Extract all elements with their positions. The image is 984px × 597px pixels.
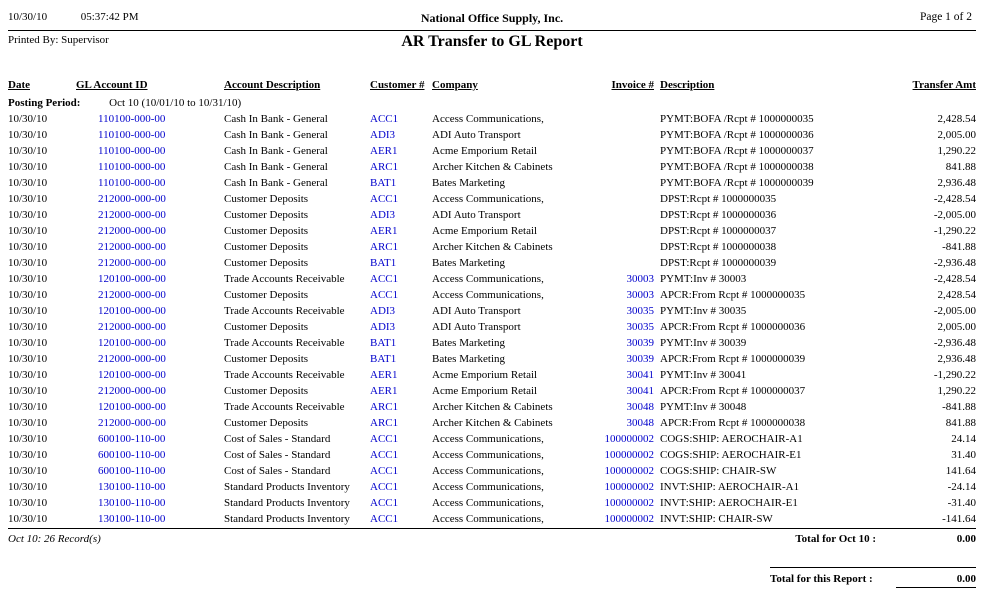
gl-account-link[interactable]: 120100-000-00 [98, 369, 166, 381]
customer-link[interactable]: ACC1 [370, 465, 399, 477]
company-name-cell: Access Communications, [432, 433, 544, 445]
company-name-cell: Archer Kitchen & Cabinets [432, 417, 553, 429]
table-row [8, 303, 976, 319]
print-date: 10/30/10 [8, 11, 48, 23]
account-description: Standard Products Inventory [224, 481, 350, 493]
gl-account-link[interactable]: 600100-110-00 [98, 433, 166, 445]
transfer-amount: 1,290.22 [937, 145, 976, 157]
table-row [8, 367, 976, 383]
invoice-link [590, 159, 654, 175]
gl-account-link[interactable]: 110100-000-00 [98, 161, 166, 173]
transaction-description: PYMT:Inv # 30003 [660, 273, 747, 285]
transaction-description: APCR:From Rcpt # 1000000038 [660, 417, 806, 429]
posting-date: 10/30/10 [8, 385, 48, 397]
customer-link[interactable]: BAT1 [370, 257, 397, 269]
transfer-amount: 2,005.00 [937, 129, 976, 141]
posting-date: 10/30/10 [8, 449, 48, 461]
account-description: Customer Deposits [224, 417, 309, 429]
company-name-cell: Acme Emporium Retail [432, 369, 538, 381]
customer-link[interactable]: ARC1 [370, 241, 399, 253]
transaction-description: DPST:Rcpt # 1000000039 [660, 257, 777, 269]
invoice-link[interactable]: 100000002 [604, 481, 654, 493]
invoice-link [590, 127, 654, 143]
gl-account-link[interactable]: 212000-000-00 [98, 417, 166, 429]
posting-date: 10/30/10 [8, 145, 48, 157]
posting-date: 10/30/10 [8, 337, 48, 349]
transfer-amount: 1,290.22 [937, 385, 976, 397]
gl-account-link[interactable]: 120100-000-00 [98, 401, 166, 413]
transaction-description: PYMT:Inv # 30035 [660, 305, 747, 317]
transfer-amount: 2,428.54 [937, 113, 976, 125]
gl-account-link[interactable]: 212000-000-00 [98, 385, 166, 397]
account-description: Customer Deposits [224, 289, 309, 301]
posting-date: 10/30/10 [8, 401, 48, 413]
table-row [8, 207, 976, 223]
company-name-cell: Bates Marketing [432, 257, 506, 269]
company-name-cell: Access Communications, [432, 465, 544, 477]
account-description: Cost of Sales - Standard [224, 449, 331, 461]
posting-date: 10/30/10 [8, 353, 48, 365]
invoice-link[interactable]: 30048 [626, 417, 654, 429]
transfer-amount: -841.88 [942, 401, 976, 413]
table-row [8, 383, 976, 399]
customer-link[interactable]: ADI3 [370, 129, 396, 141]
transaction-description: APCR:From Rcpt # 1000000037 [660, 385, 806, 397]
customer-link[interactable]: ACC1 [370, 481, 399, 493]
gl-account-link[interactable]: 600100-110-00 [98, 449, 166, 461]
table-row [8, 399, 976, 415]
posting-date: 10/30/10 [8, 481, 48, 493]
transfer-amount: -1,290.22 [933, 225, 976, 237]
posting-date: 10/30/10 [8, 177, 48, 189]
table-row [8, 239, 976, 255]
gl-account-link[interactable]: 120100-000-00 [98, 305, 166, 317]
invoice-link[interactable]: 30003 [626, 289, 654, 301]
customer-link[interactable]: AER1 [370, 385, 398, 397]
account-description: Customer Deposits [224, 225, 309, 237]
company-name-cell: Archer Kitchen & Cabinets [432, 401, 553, 413]
invoice-link [590, 255, 654, 271]
account-description: Cash In Bank - General [224, 113, 328, 125]
gl-account-link[interactable]: 212000-000-00 [98, 289, 166, 301]
transfer-amount: -31.40 [947, 497, 976, 509]
account-description: Trade Accounts Receivable [224, 369, 345, 381]
page-number: Page 1 of 2 [919, 11, 972, 23]
transfer-amount: 2,428.54 [937, 289, 976, 301]
col-header-account-description: Account Description [224, 79, 321, 91]
invoice-link[interactable]: 100000002 [604, 433, 654, 445]
customer-link[interactable]: ADI3 [370, 209, 396, 221]
posting-date: 10/30/10 [8, 225, 48, 237]
posting-period-label: Posting Period: [8, 97, 81, 109]
transfer-amount: 141.64 [945, 465, 976, 477]
account-description: Customer Deposits [224, 385, 309, 397]
transfer-amount: -2,936.48 [933, 337, 976, 349]
account-description: Cash In Bank - General [224, 177, 328, 189]
invoice-link[interactable]: 30041 [626, 369, 654, 381]
invoice-link[interactable]: 100000002 [604, 497, 654, 509]
company-name-cell: Access Communications, [432, 289, 544, 301]
col-header-customer: Customer # [370, 79, 425, 91]
company-name-cell: ADI Auto Transport [432, 209, 521, 221]
transaction-description: APCR:From Rcpt # 1000000036 [660, 321, 806, 333]
transfer-table [8, 79, 976, 527]
table-row [8, 319, 976, 335]
table-row [8, 127, 976, 143]
company-name-cell: Access Communications, [432, 273, 544, 285]
account-description: Cash In Bank - General [224, 145, 328, 157]
posting-date: 10/30/10 [8, 321, 48, 333]
customer-link[interactable]: BAT1 [370, 337, 397, 349]
print-time: 05:37:42 PM [80, 11, 139, 23]
invoice-link[interactable]: 30035 [626, 305, 654, 317]
account-description: Customer Deposits [224, 321, 309, 333]
col-header-invoice: Invoice # [611, 79, 654, 91]
company-name-cell: Access Communications, [432, 449, 544, 461]
gl-account-link[interactable]: 130100-110-00 [98, 497, 166, 509]
transaction-description: DPST:Rcpt # 1000000036 [660, 209, 777, 221]
gl-account-link[interactable]: 212000-000-00 [98, 257, 166, 269]
transaction-description: COGS:SHIP: AEROCHAIR-E1 [660, 449, 802, 461]
posting-date: 10/30/10 [8, 129, 48, 141]
table-row [8, 447, 976, 463]
table-row [8, 191, 976, 207]
table-row [8, 351, 976, 367]
company-name-cell: Acme Emporium Retail [432, 225, 538, 237]
customer-link[interactable]: ARC1 [370, 417, 399, 429]
transfer-amount: 841.88 [945, 417, 976, 429]
customer-link[interactable]: ARC1 [370, 401, 399, 413]
table-row [8, 159, 976, 175]
account-description: Cash In Bank - General [224, 161, 328, 173]
account-description: Customer Deposits [224, 193, 309, 205]
gl-account-link[interactable]: 212000-000-00 [98, 193, 166, 205]
company-name-cell: Archer Kitchen & Cabinets [432, 241, 553, 253]
customer-link[interactable]: ACC1 [370, 449, 399, 461]
company-name: National Office Supply, Inc. [420, 11, 564, 25]
company-name-cell: Bates Marketing [432, 177, 506, 189]
customer-link[interactable]: ACC1 [370, 433, 399, 445]
gl-account-link[interactable]: 110100-000-00 [98, 145, 166, 157]
gl-account-link[interactable]: 130100-110-00 [98, 513, 166, 525]
gl-account-link[interactable]: 212000-000-00 [98, 353, 166, 365]
transfer-amount: -841.88 [942, 241, 976, 253]
transfer-amount: 31.40 [951, 449, 976, 461]
transaction-description: PYMT:BOFA /Rcpt # 1000000037 [660, 145, 814, 157]
customer-link[interactable]: ACC1 [370, 513, 399, 525]
transaction-description: APCR:From Rcpt # 1000000035 [660, 289, 806, 301]
account-description: Cost of Sales - Standard [224, 465, 331, 477]
transaction-description: INVT:SHIP: AEROCHAIR-A1 [660, 481, 800, 493]
posting-date: 10/30/10 [8, 257, 48, 269]
transfer-amount: -2,428.54 [933, 273, 976, 285]
invoice-link[interactable]: 30039 [626, 337, 654, 349]
account-description: Cash In Bank - General [224, 129, 328, 141]
company-name-cell: ADI Auto Transport [432, 129, 521, 141]
invoice-link [590, 191, 654, 207]
transfer-amount: 2,936.48 [937, 353, 976, 365]
company-name-cell: Access Communications, [432, 497, 544, 509]
company-name-cell: Archer Kitchen & Cabinets [432, 161, 553, 173]
transaction-description: PYMT:BOFA /Rcpt # 1000000035 [660, 113, 814, 125]
transfer-amount: 2,936.48 [937, 177, 976, 189]
table-row [8, 335, 976, 351]
posting-date: 10/30/10 [8, 465, 48, 477]
period-total-label: Total for Oct 10 : [795, 533, 876, 545]
company-name-cell: Access Communications, [432, 481, 544, 493]
account-description: Customer Deposits [224, 209, 309, 221]
gl-account-link[interactable]: 212000-000-00 [98, 225, 166, 237]
posting-date: 10/30/10 [8, 209, 48, 221]
gl-account-link[interactable]: 110100-000-00 [98, 113, 166, 125]
invoice-link[interactable]: 100000002 [604, 465, 654, 477]
company-name-cell: Bates Marketing [432, 337, 506, 349]
transaction-description: INVT:SHIP: CHAIR-SW [660, 513, 773, 525]
invoice-link [590, 239, 654, 255]
report-total-value: 0.00 [896, 573, 976, 588]
invoice-link[interactable]: 30003 [626, 273, 654, 285]
posting-date: 10/30/10 [8, 273, 48, 285]
posting-date: 10/30/10 [8, 369, 48, 381]
posting-date: 10/30/10 [8, 113, 48, 125]
table-row [8, 111, 976, 127]
col-header-company: Company [432, 79, 478, 91]
posting-date: 10/30/10 [8, 193, 48, 205]
transaction-description: APCR:From Rcpt # 1000000039 [660, 353, 806, 365]
transfer-amount: -2,005.00 [933, 209, 976, 221]
transfer-amount: -1,290.22 [933, 369, 976, 381]
transfer-amount: 841.88 [945, 161, 976, 173]
col-header-transfer-amt: Transfer Amt [912, 79, 976, 91]
transaction-description: COGS:SHIP: AEROCHAIR-A1 [660, 433, 803, 445]
gl-account-link[interactable]: 212000-000-00 [98, 321, 166, 333]
table-row [8, 495, 976, 511]
table-row [8, 479, 976, 495]
transfer-amount: 24.14 [951, 433, 976, 445]
transfer-amount: 2,005.00 [937, 321, 976, 333]
company-name-cell: Acme Emporium Retail [432, 385, 538, 397]
invoice-link [590, 111, 654, 127]
record-count: Oct 10: 26 Record(s) [8, 533, 101, 545]
customer-link[interactable]: ACC1 [370, 497, 399, 509]
table-row [8, 287, 976, 303]
transfer-amount: -2,005.00 [933, 305, 976, 317]
company-name-cell: Acme Emporium Retail [432, 145, 538, 157]
company-name-cell: Bates Marketing [432, 353, 506, 365]
invoice-link [590, 207, 654, 223]
posting-date: 10/30/10 [8, 305, 48, 317]
posting-date: 10/30/10 [8, 497, 48, 509]
gl-account-link[interactable]: 600100-110-00 [98, 465, 166, 477]
invoice-link [590, 223, 654, 239]
report-total-row [770, 567, 976, 588]
customer-link[interactable]: ADI3 [370, 305, 396, 317]
gl-account-link[interactable]: 110100-000-00 [98, 129, 166, 141]
customer-link[interactable]: ARC1 [370, 161, 399, 173]
account-description: Customer Deposits [224, 241, 309, 253]
transfer-amount: -141.64 [942, 513, 976, 525]
company-name-cell: Access Communications, [432, 113, 544, 125]
report-header-row2 [8, 31, 976, 65]
transaction-description: PYMT:BOFA /Rcpt # 1000000038 [660, 161, 814, 173]
gl-account-link[interactable]: 120100-000-00 [98, 337, 166, 349]
gl-account-link[interactable]: 120100-000-00 [98, 273, 166, 285]
transaction-description: DPST:Rcpt # 1000000037 [660, 225, 777, 237]
customer-link[interactable]: ACC1 [370, 273, 399, 285]
table-header-row [8, 79, 976, 96]
transaction-description: COGS:SHIP: CHAIR-SW [660, 465, 777, 477]
posting-date: 10/30/10 [8, 433, 48, 445]
customer-link[interactable]: ADI3 [370, 321, 396, 333]
invoice-link[interactable]: 30041 [626, 385, 654, 397]
posting-period-row [8, 96, 976, 111]
company-name-cell: ADI Auto Transport [432, 321, 521, 333]
account-description: Customer Deposits [224, 257, 309, 269]
customer-link[interactable]: AER1 [370, 145, 398, 157]
table-row [8, 463, 976, 479]
col-header-description: Description [660, 79, 715, 91]
transfer-amount: -24.14 [947, 481, 976, 493]
table-row [8, 255, 976, 271]
invoice-link[interactable]: 100000002 [604, 513, 654, 525]
report-title: AR Transfer to GL Report [401, 33, 583, 50]
table-row [8, 223, 976, 239]
gl-account-link[interactable]: 130100-110-00 [98, 481, 166, 493]
table-row [8, 175, 976, 191]
transaction-description: DPST:Rcpt # 1000000035 [660, 193, 777, 205]
table-body [8, 96, 976, 527]
posting-date: 10/30/10 [8, 513, 48, 525]
transaction-description: PYMT:Inv # 30048 [660, 401, 747, 413]
customer-link[interactable]: AER1 [370, 369, 398, 381]
customer-link[interactable]: ACC1 [370, 113, 399, 125]
transaction-description: PYMT:BOFA /Rcpt # 1000000039 [660, 177, 814, 189]
report-header-row1 [8, 6, 976, 30]
posting-date: 10/30/10 [8, 289, 48, 301]
customer-link[interactable]: ACC1 [370, 289, 399, 301]
customer-link[interactable]: AER1 [370, 225, 398, 237]
invoice-link[interactable]: 30035 [626, 321, 654, 333]
company-name-cell: Access Communications, [432, 513, 544, 525]
account-description: Cost of Sales - Standard [224, 433, 331, 445]
invoice-link [590, 143, 654, 159]
account-description: Standard Products Inventory [224, 497, 350, 509]
account-description: Trade Accounts Receivable [224, 273, 345, 285]
posting-date: 10/30/10 [8, 161, 48, 173]
report-total-label: Total for this Report : [770, 573, 873, 585]
transfer-amount: -2,428.54 [933, 193, 976, 205]
period-total-value: 0.00 [956, 533, 976, 545]
posting-period-value: Oct 10 (10/01/10 to 10/31/10) [109, 97, 242, 109]
posting-date: 10/30/10 [8, 241, 48, 253]
table-row [8, 143, 976, 159]
invoice-link[interactable]: 30039 [626, 353, 654, 365]
posting-date: 10/30/10 [8, 417, 48, 429]
transfer-amount: -2,936.48 [933, 257, 976, 269]
gl-account-link[interactable]: 110100-000-00 [98, 177, 166, 189]
invoice-link[interactable]: 100000002 [604, 449, 654, 461]
invoice-link[interactable]: 30048 [626, 401, 654, 413]
transaction-description: PYMT:Inv # 30039 [660, 337, 747, 349]
col-header-date: Date [8, 79, 30, 91]
table-row [8, 271, 976, 287]
company-name-cell: Access Communications, [432, 193, 544, 205]
transaction-description: INVT:SHIP: AEROCHAIR-E1 [660, 497, 798, 509]
invoice-link [590, 175, 654, 191]
customer-link[interactable]: BAT1 [370, 177, 397, 189]
transaction-description: PYMT:Inv # 30041 [660, 369, 747, 381]
transaction-description: PYMT:BOFA /Rcpt # 1000000036 [660, 129, 814, 141]
col-header-gl-account: GL Account ID [76, 79, 148, 91]
table-row [8, 511, 976, 527]
gl-account-link[interactable]: 212000-000-00 [98, 241, 166, 253]
account-description: Customer Deposits [224, 353, 309, 365]
transaction-description: DPST:Rcpt # 1000000038 [660, 241, 777, 253]
company-name-cell: ADI Auto Transport [432, 305, 521, 317]
customer-link[interactable]: ACC1 [370, 193, 399, 205]
customer-link[interactable]: BAT1 [370, 353, 397, 365]
account-description: Trade Accounts Receivable [224, 401, 345, 413]
table-row [8, 415, 976, 431]
gl-account-link[interactable]: 212000-000-00 [98, 209, 166, 221]
account-description: Trade Accounts Receivable [224, 337, 345, 349]
account-description: Trade Accounts Receivable [224, 305, 345, 317]
period-total-row [8, 529, 976, 551]
table-row [8, 431, 976, 447]
printed-by: Printed By: Supervisor [8, 34, 109, 46]
account-description: Standard Products Inventory [224, 513, 350, 525]
